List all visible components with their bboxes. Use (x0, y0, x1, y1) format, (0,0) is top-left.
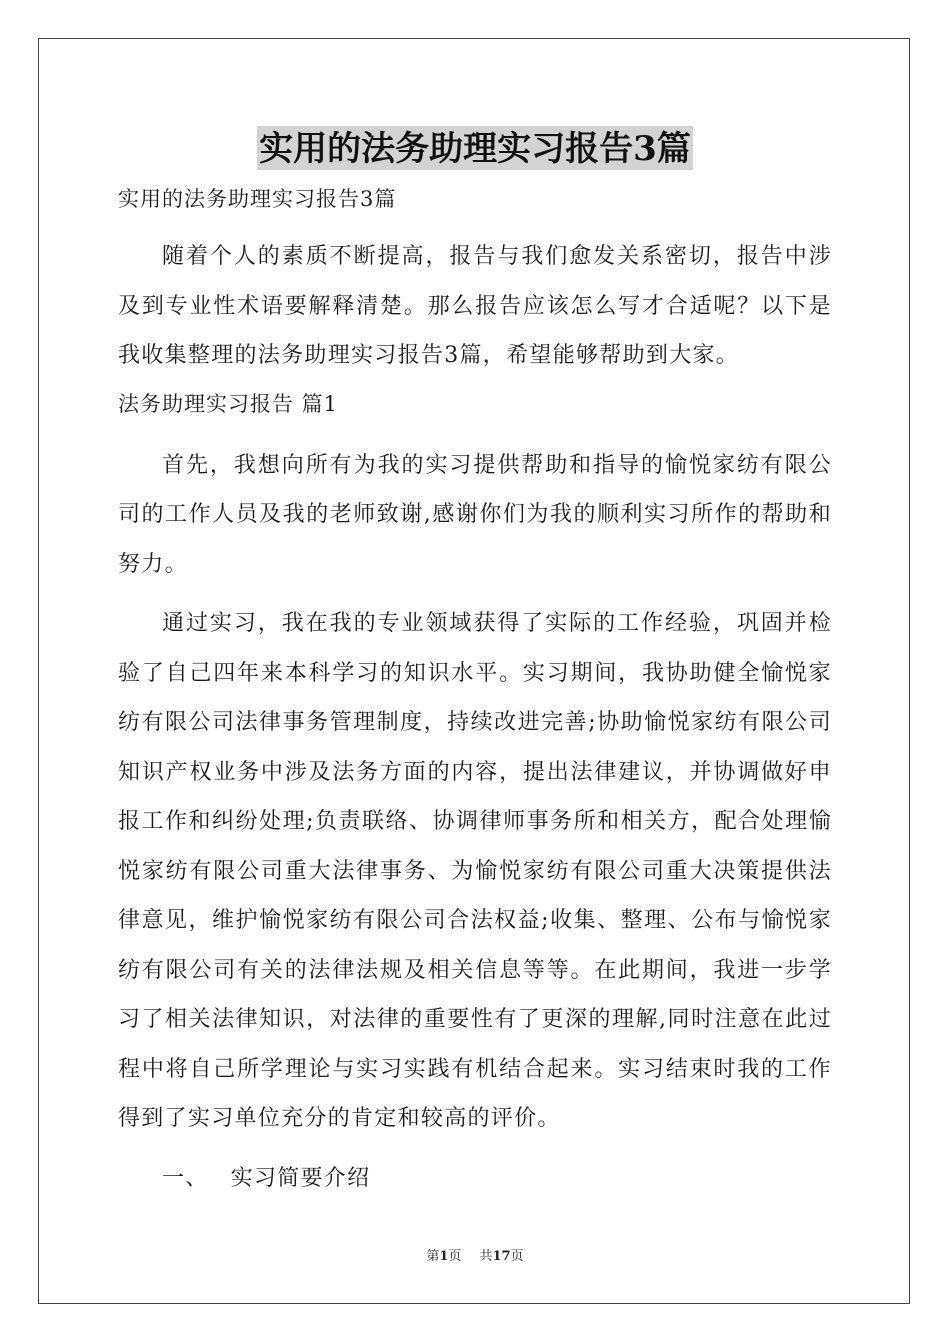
subsection-title: 实习简要介绍 (230, 1165, 371, 1191)
page-footer (0, 1248, 950, 1266)
title-container (118, 126, 832, 172)
page-current: 1 (439, 1249, 449, 1264)
total-suffix: 页 (510, 1249, 524, 1264)
page-mid: 页 (448, 1249, 462, 1264)
subsection-number: 一、 (162, 1165, 209, 1191)
page-prefix: 第 (426, 1249, 440, 1264)
paragraph-gap (118, 589, 832, 599)
section-heading: 法务助理实习报告 篇1 (118, 391, 339, 416)
paragraph-experience: 通过实习，我在我的专业领域获得了实际的工作经验，巩固并检验了自己四年来本科学习的知识水平。实习期间，我协助健全愉悦家纺有限公司法律事务管理制度，持续改进完善;协助愉悦家纺有限公司知识产权业务中涉及法务方面的内容，提出法律建议，并协调做好申报工作和纠纷处理;负责联络、协调律师事务所和相关方，配合处理愉悦家纺有限公司重大法律事务、为愉悦家纺有限公司重大决策提供法律意见，维护愉悦家纺有限公司合法权益;收集、整理、公布与愉悦家纺有限公司有关的法律法规及相关信息等等。在此期间，我进一步学习了相关法律知识，对法律的重要性有了更深的理解,同时注意在此过程中将自己所学理论与实习实践有机结合起来。实习结束时我的工作得到了实习单位充分的肯定和较高的评价。 (118, 611, 832, 1131)
page-total: 17 (492, 1249, 511, 1264)
document-title: 实用的法务助理实习报告3篇 (257, 126, 693, 170)
intro-paragraph: 随着个人的素质不断提高，报告与我们愈发关系密切，报告中涉及到专业性术语要解释清楚。那么报告应该怎么写才合适呢？以下是我收集整理的法务助理实习报告3篇，希望能够帮助到大家。 (118, 244, 832, 368)
subsection-heading (118, 1154, 832, 1204)
document-body (118, 126, 832, 1203)
document-subtitle: 实用的法务助理实习报告3篇 (118, 187, 397, 211)
total-prefix: 共 (479, 1249, 493, 1264)
paragraph-gap (118, 1144, 832, 1154)
paragraph-thanks: 首先，我想向所有为我的实习提供帮助和指导的愉悦家纺有限公司的工作人员及我的老师致谢,感谢你们为我的顺利实习所作的帮助和努力。 (118, 452, 832, 577)
